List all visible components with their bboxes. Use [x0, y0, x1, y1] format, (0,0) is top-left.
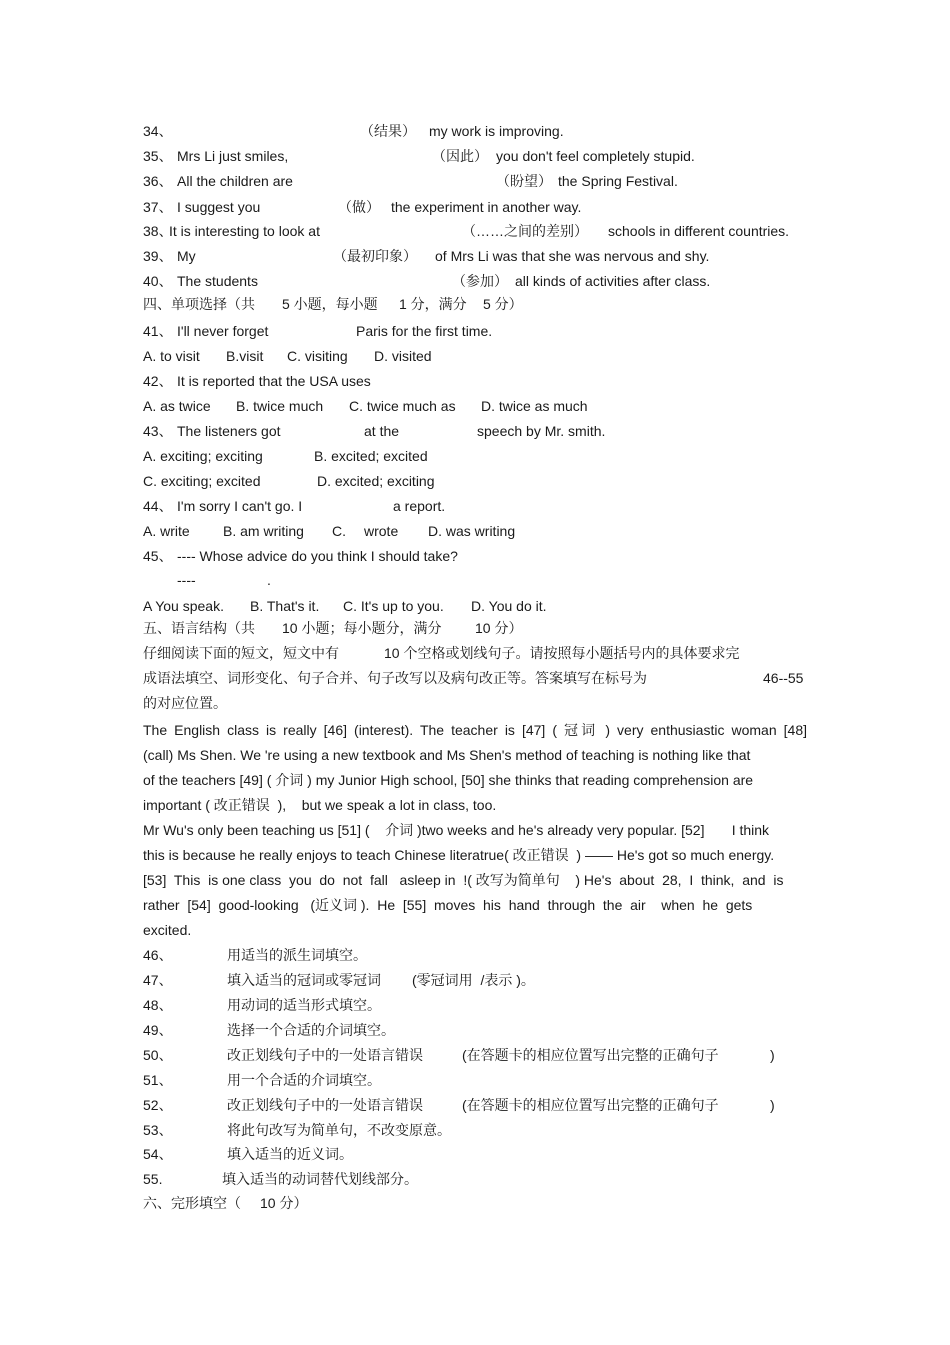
instruction-text: 46--55: [763, 670, 804, 686]
sentence-start: I suggest you: [177, 199, 261, 215]
item-number: 35、: [143, 148, 173, 164]
chinese-hint: （盼望）: [496, 173, 552, 189]
option: C. It's up to you.: [343, 598, 444, 614]
item-number: 51、: [143, 1072, 173, 1088]
sentence-start: It is interesting to look at: [169, 223, 320, 239]
requirement-note-close: ): [770, 1097, 775, 1113]
item-number: 39、: [143, 248, 173, 264]
item-number: 45、: [143, 548, 173, 564]
sentence-start: The students: [177, 273, 258, 289]
item-number: 48、: [143, 997, 173, 1013]
requirement-text: 用动词的适当形式填空。: [227, 997, 381, 1013]
instruction-text: 的对应位置。: [143, 695, 227, 711]
requirement-note: (在答题卡的相应位置写出完整的正确句子: [462, 1097, 719, 1113]
chinese-hint: （最初印象）: [333, 248, 417, 264]
chinese-hint: （……之间的差别）: [462, 223, 588, 239]
item-number: 40、: [143, 273, 173, 289]
option: B. twice much: [236, 398, 324, 414]
item-number: 44、: [143, 498, 173, 514]
sentence-end: all kinds of activities after class.: [515, 273, 711, 289]
requirement-note-close: ): [770, 1047, 775, 1063]
option: C. visiting: [287, 348, 348, 364]
item-number: 38、: [143, 223, 173, 239]
item-number: 36、: [143, 173, 173, 189]
option: wrote: [364, 523, 399, 539]
chinese-hint: （结果）: [360, 123, 416, 139]
instruction-text: 成语法填空、词形变化、句子合并、句子改写以及病句改正等。答案填写在标号为: [143, 670, 647, 686]
reply-end: .: [267, 572, 271, 588]
chinese-hint: （参加）: [452, 273, 508, 289]
item-number: 34、: [143, 123, 173, 139]
sentence-start: Mrs Li just smiles,: [177, 148, 289, 164]
option: A. exciting; exciting: [143, 448, 263, 464]
option: B. excited; excited: [314, 448, 428, 464]
item-number: 46、: [143, 947, 173, 963]
section-title-part: 10 分）: [475, 620, 523, 636]
requirement-text: 填入适当的动词替代划线部分。: [222, 1171, 418, 1187]
passage-line: rather [54] good-looking (近义词 ). He [55] moves his hand through the air when he gets: [143, 897, 753, 913]
item-number: 37、: [143, 199, 173, 215]
section-title-part: 1 分，满分: [399, 296, 467, 312]
question-text: at the: [364, 423, 400, 439]
passage-line: this is because he really enjoys to teach Chinese literatrue( 改正错误 ) —— He's got so much energy.: [143, 847, 775, 863]
passage-line: Mr Wu's only been teaching us [51] ( 介词 )two weeks and he's already very popular. [52] I think: [143, 822, 770, 838]
option: D. excited; exciting: [317, 473, 435, 489]
requirement-text: 用适当的派生词填空。: [227, 947, 367, 963]
requirement-text: 填入适当的近义词。: [227, 1146, 353, 1162]
passage-line: (call) Ms Shen. We 're using a new textbook and Ms Shen's method of teaching is nothing like that: [143, 747, 751, 763]
sentence-end: you don't feel completely stupid.: [496, 148, 695, 164]
item-number: 54、: [143, 1146, 173, 1162]
requirement-text: 用一个合适的介词填空。: [227, 1072, 381, 1088]
section-title: 四、单项选择（共: [143, 296, 255, 312]
section-title-part: 5 小题，每小题: [282, 296, 378, 312]
option: C. twice much as: [349, 398, 456, 414]
option: C.: [332, 523, 346, 539]
option: B.visit: [226, 348, 264, 364]
item-number: 55.: [143, 1171, 163, 1187]
sentence-start: My: [177, 248, 196, 264]
question-text: a report.: [393, 498, 446, 514]
requirement-text: 选择一个合适的介词填空。: [227, 1022, 395, 1038]
passage-line: important ( 改正错误 ), but we speak a lot in class, too.: [143, 797, 497, 813]
section-title-part: 10 分）: [260, 1195, 308, 1211]
option: A. write: [143, 523, 190, 539]
requirement-text: 改正划线句子中的一处语言错误: [227, 1047, 423, 1063]
sentence-end: schools in different countries.: [608, 223, 790, 239]
option: B. That's it.: [250, 598, 320, 614]
passage-line: [53] This is one class you do not fall asleep in !( 改写为简单句 ) He's about 28, I think, and is: [143, 872, 784, 888]
option: D. twice as much: [481, 398, 588, 414]
requirement-text: 填入适当的冠词或零冠词: [227, 972, 381, 988]
option: D. visited: [374, 348, 432, 364]
item-number: 53、: [143, 1122, 173, 1138]
option: D. You do it.: [471, 598, 547, 614]
chinese-hint: （做）: [338, 199, 380, 215]
passage-line: of the teachers [49] ( 介词 ) my Junior High school, [50] she thinks that reading comprehension are: [143, 772, 754, 788]
question-text: ---- Whose advice do you think I should take?: [177, 548, 458, 564]
requirement-note: (零冠词用 /表示 )。: [412, 972, 535, 988]
item-number: 47、: [143, 972, 173, 988]
question-text: The listeners got: [177, 423, 281, 439]
requirement-note: (在答题卡的相应位置写出完整的正确句子: [462, 1047, 719, 1063]
section-title: 六、完形填空（: [143, 1195, 241, 1211]
option: A. to visit: [143, 348, 200, 364]
item-number: 43、: [143, 423, 173, 439]
option: B. am writing: [223, 523, 304, 539]
chinese-hint: （因此）: [432, 148, 488, 164]
section-title-part: 10 小题；每小题分，满分: [282, 620, 442, 636]
instruction-text: 10 个空格或划线句子。请按照每小题括号内的具体要求完: [384, 645, 740, 661]
option: A. as twice: [143, 398, 211, 414]
passage-line: The English class is really [46] (interest). The teacher is [47] ( 冠词 ) very enthusiastic woman [48]: [143, 722, 807, 738]
question-text: It is reported that the USA uses: [177, 373, 371, 389]
question-text: Paris for the first time.: [356, 323, 493, 339]
sentence-end: the Spring Festival.: [558, 173, 678, 189]
sentence-end: my work is improving.: [429, 123, 564, 139]
item-number: 52、: [143, 1097, 173, 1113]
option: C. exciting; excited: [143, 473, 261, 489]
option: A You speak.: [143, 598, 224, 614]
sentence-end: the experiment in another way.: [391, 199, 582, 215]
section-title: 五、语言结构（共: [143, 620, 255, 636]
requirement-text: 改正划线句子中的一处语言错误: [227, 1097, 423, 1113]
item-number: 50、: [143, 1047, 173, 1063]
sentence-end: of Mrs Li was that she was nervous and shy.: [435, 248, 710, 264]
passage-line: excited.: [143, 922, 192, 938]
item-number: 49、: [143, 1022, 173, 1038]
question-text: I'm sorry I can't go. I: [177, 498, 303, 514]
item-number: 42、: [143, 373, 173, 389]
section-title-part: 5 分）: [483, 296, 523, 312]
instruction-text: 仔细阅读下面的短文，短文中有: [143, 645, 339, 661]
sentence-start: All the children are: [177, 173, 293, 189]
reply-dash: ----: [177, 572, 196, 588]
question-text: speech by Mr. smith.: [477, 423, 606, 439]
option: D. was writing: [428, 523, 516, 539]
requirement-text: 将此句改写为简单句，不改变原意。: [227, 1122, 451, 1138]
item-number: 41、: [143, 323, 173, 339]
question-text: I'll never forget: [177, 323, 269, 339]
